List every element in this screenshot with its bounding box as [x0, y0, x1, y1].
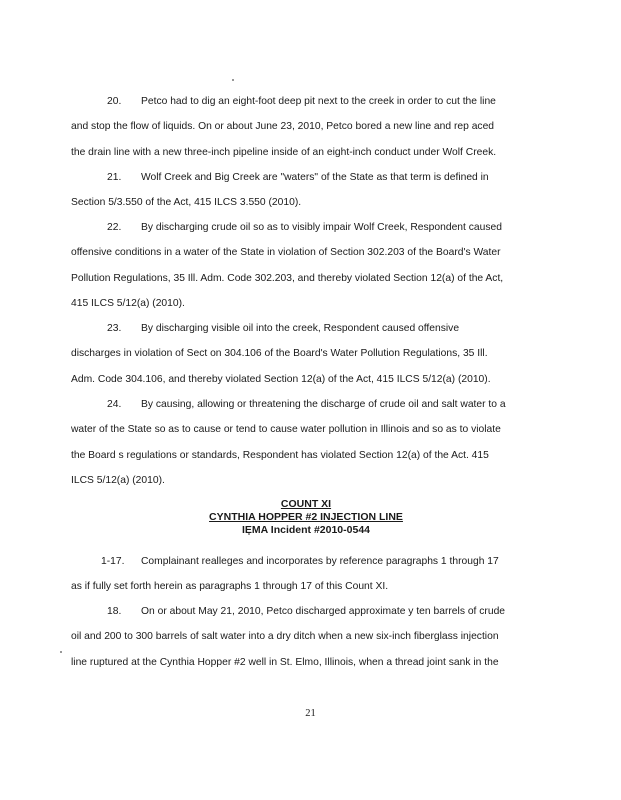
paragraph-21: [71, 165, 521, 216]
paragraph-23: [71, 316, 521, 392]
paragraph-number: 23.: [107, 323, 122, 334]
paragraph-line: Section 5/3.550 of the Act, 415 ILCS 3.550 (2010).: [71, 197, 302, 209]
scan-speck: [232, 79, 234, 81]
paragraph-line: water of the State so as to cause or tend to cause water pollution in Illinois and so as to violate: [71, 424, 501, 436]
paragraph-22: [71, 215, 521, 316]
paragraph-24: [71, 392, 521, 493]
paragraph-line: ILCS 5/12(a) (2010).: [71, 474, 165, 486]
paragraph-number: 21.: [107, 172, 122, 183]
page-number: 21: [305, 708, 316, 719]
count-heading: [71, 498, 541, 537]
scan-speck: [60, 651, 62, 653]
paragraph-1-17: [71, 549, 521, 600]
paragraph-line: offensive conditions in a water of the State in violation of Section 302.203 of the Board's Water: [71, 247, 501, 259]
paragraph-18: [71, 599, 521, 675]
count-incident: IEMA Incident #2010-0544: [242, 524, 370, 536]
paragraph-line: Petco had to dig an eight-foot deep pit next to the creek in order to cut the line: [141, 96, 496, 107]
paragraph-line: By discharging crude oil so as to visibly impair Wolf Creek, Respondent caused: [141, 222, 502, 233]
paragraph-line: Complainant realleges and incorporates by reference paragraphs 1 through 17: [141, 556, 499, 567]
paragraph-number: 18.: [107, 606, 122, 617]
paragraph-line: discharges in violation of Sect on 304.106 of the Board's Water Pollution Regulations, 35 Ill.: [71, 348, 488, 360]
paragraph-line: and stop the flow of liquids. On or about June 23, 2010, Petco bored a new line and rep aced: [71, 121, 495, 133]
paragraph-line: Wolf Creek and Big Creek are "waters" of the State as that term is defined in: [141, 172, 489, 183]
paragraph-line: Pollution Regulations, 35 Ill. Adm. Code 302.203, and thereby violated Section 12(a) of the Act,: [71, 272, 504, 284]
paragraph-number: 20.: [107, 96, 122, 107]
paragraph-line: By causing, allowing or threatening the discharge of crude oil and salt water to a: [141, 399, 506, 410]
paragraph-line: Adm. Code 304.106, and thereby violated Section 12(a) of the Act, 415 ILCS 5/12(a) (2010).: [71, 373, 491, 385]
paragraph-number: 1-17.: [101, 556, 125, 567]
paragraph-line: the Board s regulations or standards, Respondent has violated Section 12(a) of the Act. 415: [71, 449, 489, 461]
count-subtitle: CYNTHIA HOPPER #2 INJECTION LINE: [209, 511, 403, 523]
paragraph-line: the drain line with a new three-inch pipeline inside of an eight-inch conduct under Wolf Creek.: [71, 146, 497, 158]
paragraph-line: 415 ILCS 5/12(a) (2010).: [71, 297, 185, 309]
paragraph-line: as if fully set forth herein as paragraphs 1 through 17 of this Count XI.: [71, 581, 389, 593]
paragraph-20: [71, 89, 521, 165]
paragraph-line: By discharging visible oil into the creek, Respondent caused offensive: [141, 323, 460, 334]
count-title: COUNT XI: [280, 498, 332, 510]
paragraph-number: 22.: [107, 222, 122, 233]
paragraph-line: line ruptured at the Cynthia Hopper #2 well in St. Elmo, Illinois, when a thread joint sank in the: [71, 656, 499, 668]
paragraph-line: oil and 200 to 300 barrels of salt water into a dry ditch when a new six-inch fiberglass injection: [71, 631, 499, 643]
paragraph-number: 24.: [107, 399, 122, 410]
paragraph-line: On or about May 21, 2010, Petco discharged approximate y ten barrels of crude: [141, 606, 506, 617]
